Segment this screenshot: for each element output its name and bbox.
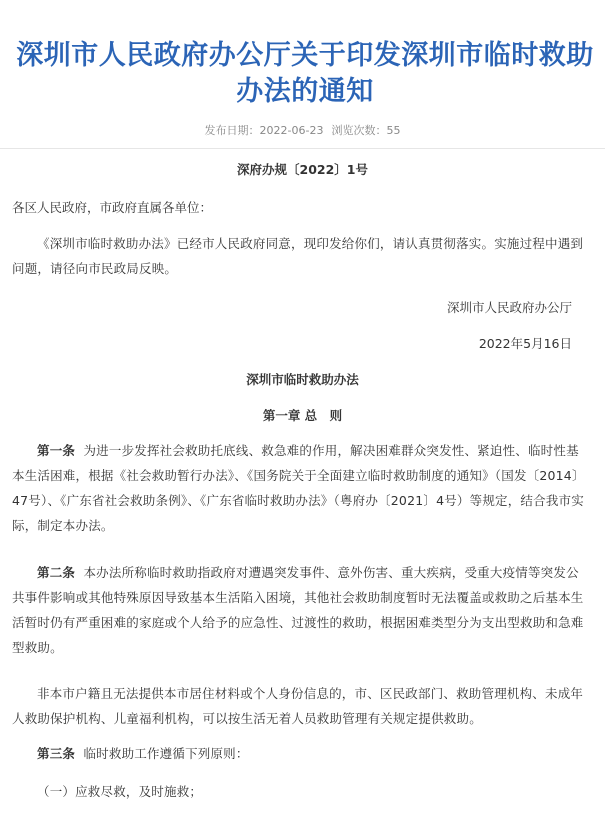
- article-2-label: 第二条: [37, 565, 76, 580]
- header-divider: [0, 148, 605, 149]
- intro-paragraph: 《深圳市临时救助办法》已经市人民政府同意，现印发给你们，请认真贯彻落实。实施过程中遇到问题，请径向市民政局反映。: [12, 236, 584, 276]
- page-title: 深圳市人民政府办公厅关于印发深圳市临时救助办法的通知: [16, 40, 594, 107]
- chapter-title: 第一章 总 则: [262, 408, 343, 423]
- article-3-label: 第三条: [37, 746, 76, 761]
- article-2: [12, 560, 584, 660]
- view-count: 浏览次数：55: [331, 124, 401, 137]
- article-3: [12, 741, 584, 766]
- document-number: 深府办规〔2022〕1号: [237, 162, 368, 177]
- publish-meta: [0, 124, 605, 138]
- article-1-label: 第一条: [37, 443, 76, 458]
- principle-1: （一）应救尽救，及时施救；: [37, 784, 203, 799]
- issue-date: 2022年5月16日: [478, 336, 572, 351]
- extra-paragraph: 非本市户籍且无法提供本市居住材料或个人身份信息的，市、区民政部门、救助管理机构、未成年人救助保护机构、儿童福利机构，可以按生活无着人员救助管理有关规定提供救助。: [12, 686, 584, 726]
- article-1: [12, 438, 584, 538]
- article-3-text: 临时救助工作遵循下列原则：: [83, 746, 249, 761]
- issuer: 深圳市人民政府办公厅: [446, 300, 572, 315]
- salutation: 各区人民政府，市政府直属各单位：: [12, 200, 213, 215]
- article-1-text: 为进一步发挥社会救助托底线、救急难的作用，解决困难群众突发性、紧迫性、临时性基本生活困难，根据《社会救助暂行办法》、《国务院关于全面建立临时救助制度的通知》（国发〔2014〕47号）、《广东省社会救助条例》、《广东省临时救助办法》（粤府办〔2021〕4号）等规定，结合我市实际，制定本办法。: [12, 443, 584, 533]
- publish-date: 发布日期：2022-06-23: [204, 124, 324, 137]
- measure-title: 深圳市临时救助办法: [246, 372, 359, 387]
- article-2-text: 本办法所称临时救助指政府对遭遇突发事件、意外伤害、重大疾病，受重大疫情等突发公共事件影响或其他特殊原因导致基本生活陷入困境，其他社会救助制度暂时无法覆盖或救助之后基本生活暂时仍有严重困难的家庭或个人给予的应急性、过渡性的救助，根据困难类型分为支出型救助和急难型救助。: [12, 565, 584, 655]
